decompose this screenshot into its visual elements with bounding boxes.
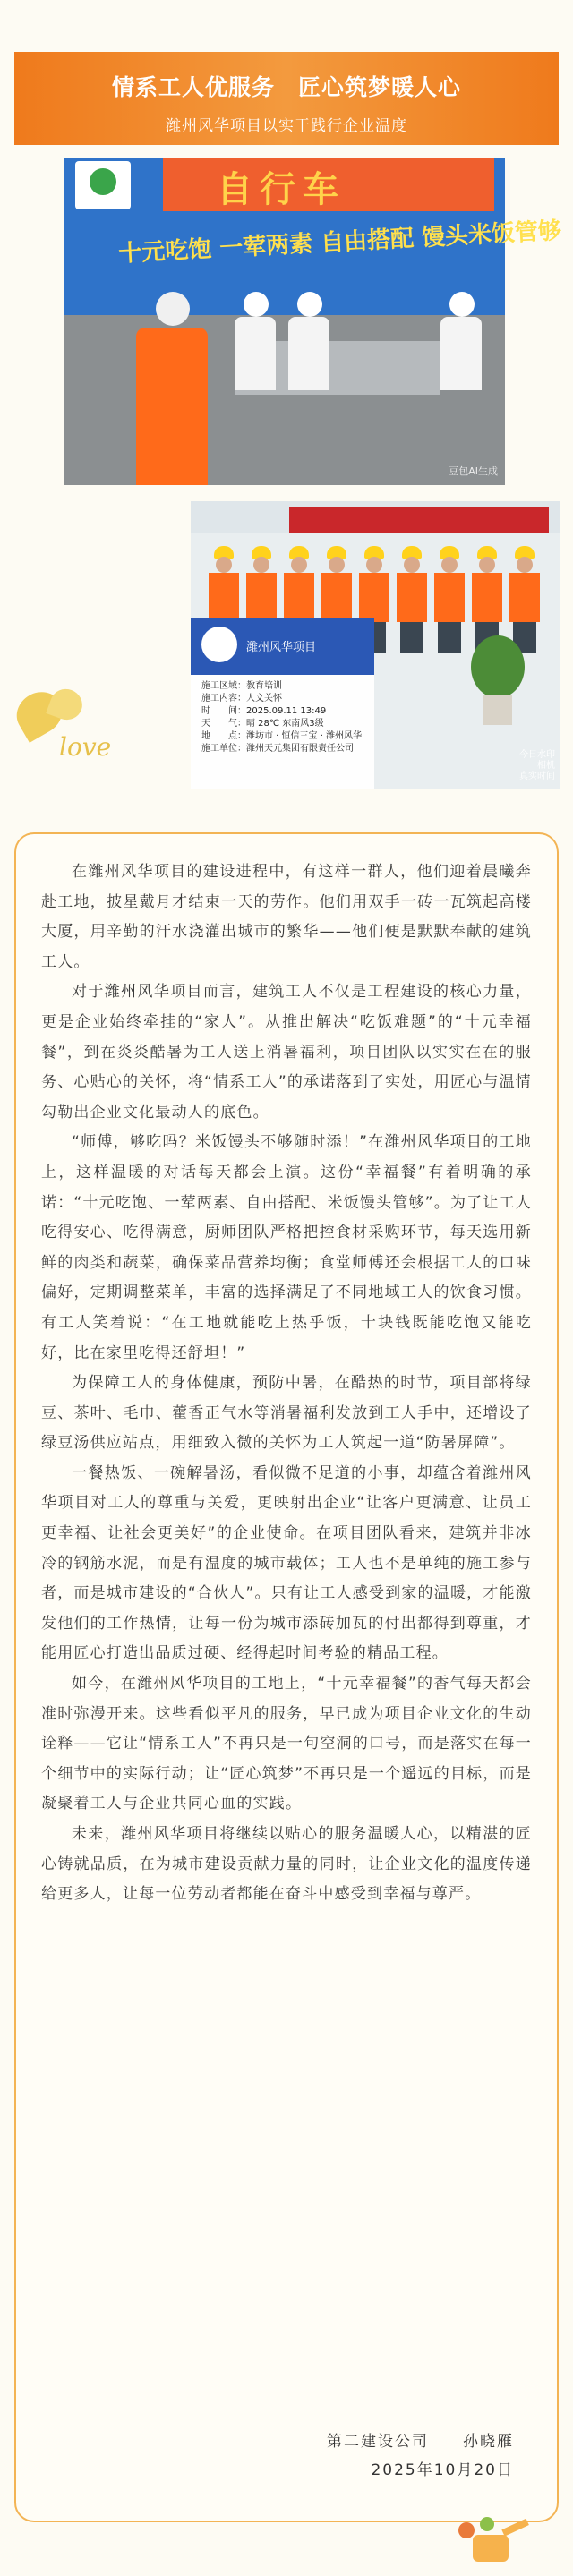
article-paragraph: 对于潍州风华项目而言，建筑工人不仅是工程建设的核心力量，更是企业始终牵挂的“家人”。从推出解决“吃饭难题”的“十元幸福餐”，到在炎炎酷暑为工人送上消暑福利，项目团队以实实在在的服务、心贴心的关怀，将“情系工人”的承诺落到了实处，用匠心与温情勾勒出企业文化最动人的底色。 (41, 983, 532, 1122)
leaf-icon (480, 2517, 494, 2531)
article-paragraph: “师傅，够吃吗？米饭馒头不够随时添！”在潍州风华项目的工地上，这样温暖的对话每天都会上演。这份“幸福餐”有着明确的承诺：“十元吃饱、一荤两素、自由搭配、米饭馒头管够”。为了让工人吃得安心、吃得满意，厨师团队严格把控食材采购环节，每天选用新鲜的肉类和蔬菜，确保菜品营养均衡；食堂师傅还会根据工人的口味偏好，定期调整菜单，丰富的选择满足了不同地域工人的饮食习惯。有工人笑着说：“在工地就能吃上热乎饭，十块钱既能吃饱又能吃好，比在家里吃得还舒坦！” (41, 1133, 532, 1362)
info-row: 天 气：晴 28℃ 东南风3级 (201, 719, 324, 729)
workers-group-photo (191, 501, 560, 789)
article-paragraph: 如今，在潍州风华项目的工地上，“十元幸福餐”的香气每天都会准时弥漫开来。这些看似平凡的服务，早已成为项目企业文化的生动诠释——它让“情系工人”不再只是一句空洞的口号，而是落实在每一个细节中的实际行动；让“匠心筑梦”不再只是一个遥远的目标，而是凝聚着工人与企业共同心血的实践。 (41, 1675, 532, 1813)
article-body (41, 857, 532, 1910)
photo1-slogan: 十元吃饱 一荤两素 自由搭配 馒头米饭管够 (117, 218, 562, 268)
article-paragraph: 为保障工人的身体健康，预防中暑，在酷热的时节，项目部将绿豆、茶叶、毛巾、藿香正气水等消暑福利发放到工人手中，还增设了绿豆汤供应站点，用细致入微的关怀为工人筑起一道“防暑屏障”。 (41, 1374, 532, 1453)
canteen-photo (64, 158, 562, 485)
photo2-camera-stamp: 今日水印 相机 真实时间 (519, 750, 555, 781)
project-name: 潍州风华项目 (246, 641, 317, 654)
article-signature (327, 2427, 514, 2485)
article-paragraph: 一餐热饭、一碗解暑汤，看似微不足道的小事，却蕴含着潍州风华项目对工人的尊重与关爱，更映射出企业“让客户更满意、让员工更幸福、让社会更美好”的企业使命。在项目团队看来，建筑并非冰冷的钢筋水泥，而是有温度的城市载体；工人也不是单纯的施工参与者，而是城市建设的“合伙人”。只有让工人感受到家的温暖，才能激发他们的工作热情，让每一份为城市添砖加瓦的付出都得到尊重，才能用匠心打造出品质过硬、经得起时间考验的精品工程。 (41, 1463, 532, 1663)
photo1-chef (440, 292, 482, 390)
photo2-red-banner (289, 507, 549, 533)
info-row: 地 点：潍坊市 · 恒信三宝 · 潍州风华 (201, 731, 363, 741)
watering-can-icon (458, 2522, 530, 2567)
article-author: 第二建设公司 孙晓雁 (327, 2433, 514, 2451)
photo2-potted-plant (471, 635, 525, 725)
info-row: 施工区域：教育培训 (201, 681, 282, 691)
article-paragraph: 未来，潍州风华项目将继续以贴心的服务温暖人心，以精湛的匠心铸就品质，在为城市建设贡献力量的同时，让企业文化的温度传递给更多人，让每一位劳动者都能在奋斗中感受到幸福与尊严。 (41, 1825, 532, 1904)
love-decoration (14, 689, 131, 788)
photo1-worker (136, 292, 208, 485)
photo2-info-rows (201, 680, 362, 755)
info-row: 施工内容：人文关怀 (201, 694, 282, 704)
photo1-chef (235, 292, 276, 390)
title-banner (14, 52, 559, 145)
photo1-company-logo (75, 161, 131, 209)
article-date: 2025年10月20日 (371, 2461, 514, 2479)
love-word: love (59, 732, 112, 762)
article-paragraph: 在潍州风华项目的建设进程中，有这样一群人，他们迎着晨曦奔赴工地，披星戴月才结束一天的劳作。他们用双手一砖一瓦筑起高楼大厦，用辛勤的汗水浇灌出城市的繁华——他们便是默默奉献的建筑工人。 (41, 863, 532, 971)
page-title: 情系工人优服务 匠心筑梦暖人心 (111, 74, 461, 100)
company-logo-icon (201, 627, 237, 662)
photo1-watermark: 豆包AI生成 (449, 465, 498, 477)
photo2-info-header (191, 618, 374, 675)
page-subtitle: 潍州风华项目以实干践行企业温度 (166, 117, 407, 135)
info-row: 时 间：2025.09.11 13:49 (201, 706, 327, 716)
photo1-chef (288, 292, 329, 390)
flower-icon (458, 2522, 475, 2538)
photo1-board-text: 自行车 (217, 168, 346, 210)
photo2-worker (434, 546, 465, 653)
photo2-worker (397, 546, 427, 653)
info-row: 施工单位：潍州天元集团有限责任公司 (201, 744, 354, 754)
photo2-info-watermark (191, 618, 374, 789)
